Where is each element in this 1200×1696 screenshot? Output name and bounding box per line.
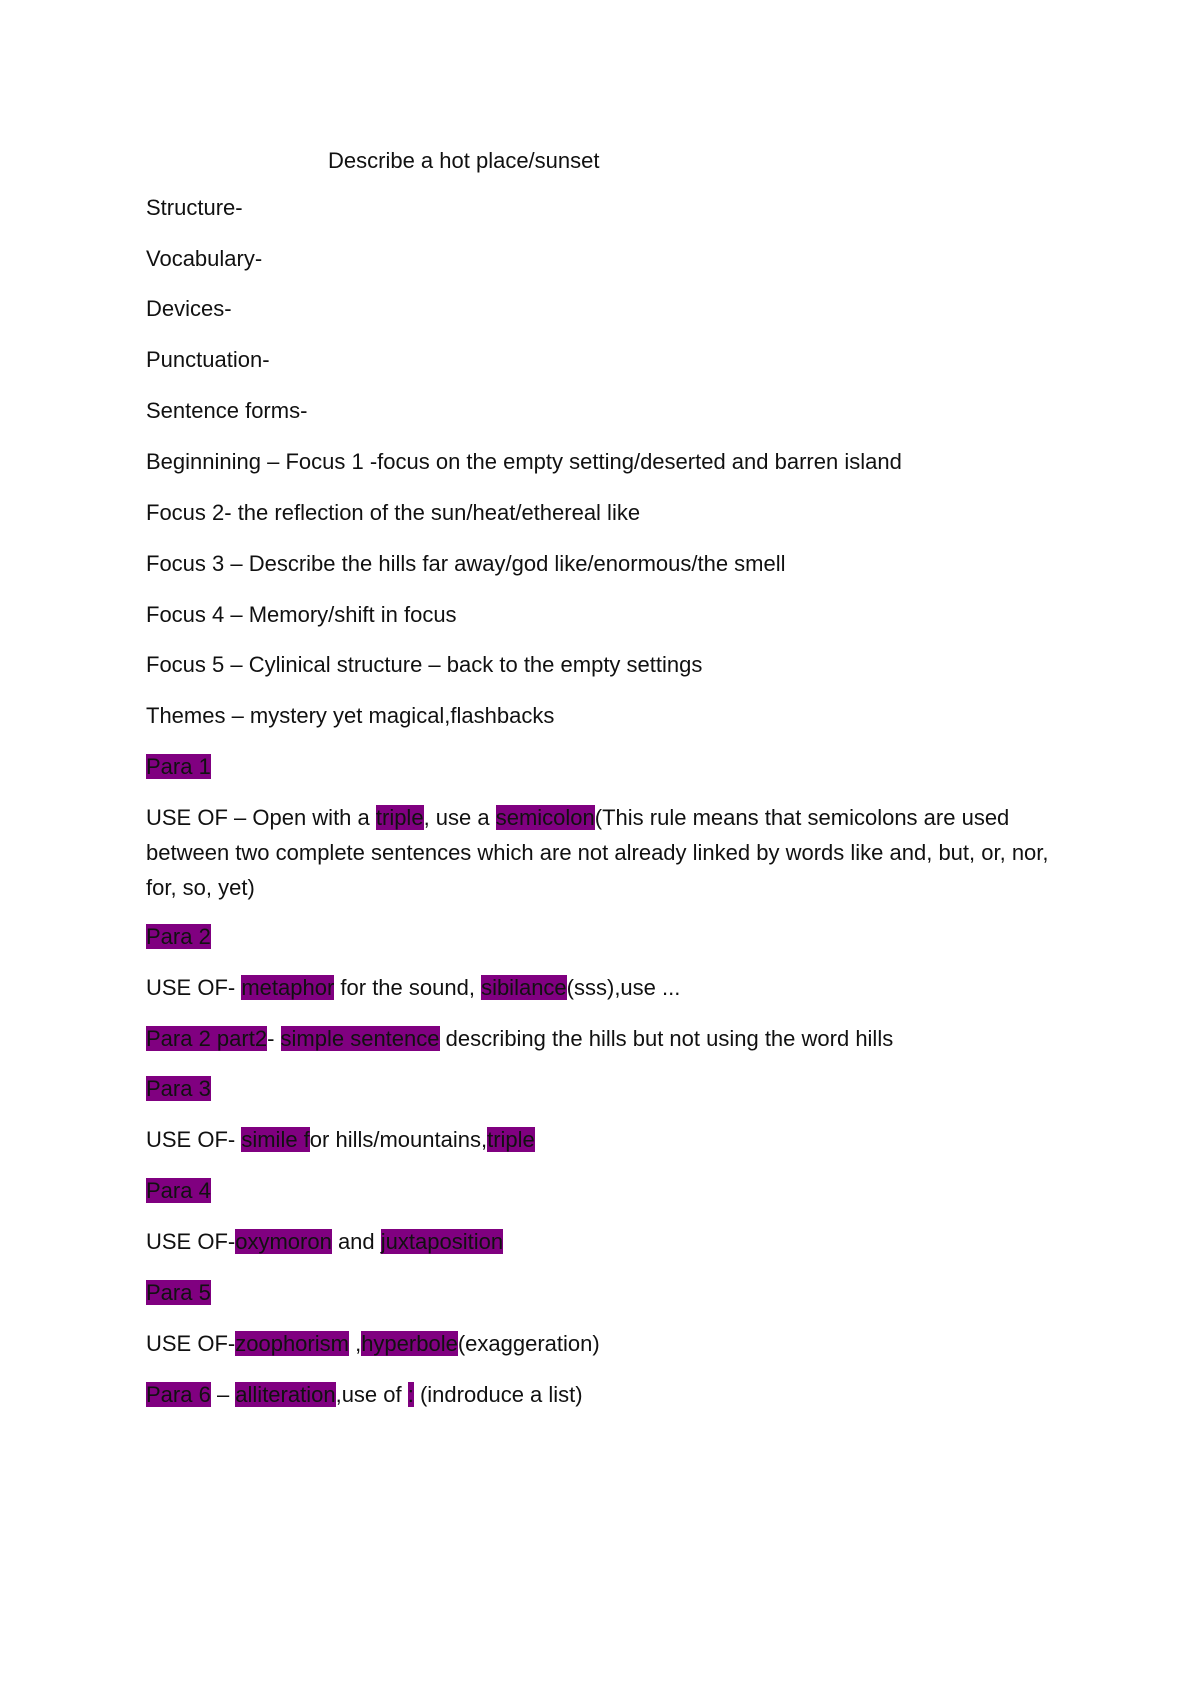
- para1-rest: (This rule means that semicolons are used between two complete sentences which are not already linked by words like and, but, or, nor, for, so, yet): [146, 805, 1049, 900]
- para3-use: [146, 1125, 535, 1155]
- para2-term-sibilance: sibilance: [481, 975, 567, 1000]
- para5-term-zoophorism: zoophorism: [235, 1331, 349, 1356]
- para4-use: [146, 1227, 503, 1257]
- para1-term-semicolon: semicolon: [495, 805, 595, 830]
- focus-3: Focus 3 – Describe the hills far away/god like/enormous/the smell: [146, 551, 786, 576]
- para1-use-prefix: USE OF – Open with a: [146, 805, 376, 830]
- para6-term-alliteration: alliteration: [235, 1382, 336, 1407]
- para5-mid: ,: [348, 1331, 362, 1356]
- focus-2: Focus 2- the reflection of the sun/heat/ethereal like: [146, 500, 641, 525]
- heading-devices: Devices-: [146, 296, 232, 321]
- focus-beginning: Beginnining – Focus 1 -focus on the empty setting/deserted and barren island: [146, 449, 902, 474]
- para4-use-prefix: USE OF-: [146, 1229, 236, 1254]
- focus-4: Focus 4 – Memory/shift in focus: [146, 602, 457, 627]
- para4-mid: and: [331, 1229, 381, 1254]
- para3-term-simile: simile f: [241, 1127, 310, 1152]
- para2-label: Para 2: [146, 924, 211, 949]
- para2part2-dash: -: [267, 1026, 281, 1051]
- heading-structure: Structure-: [146, 195, 243, 220]
- para2-term-metaphor: metaphor: [241, 975, 335, 1000]
- para2-use: [146, 973, 680, 1003]
- heading-punctuation: Punctuation-: [146, 347, 270, 372]
- para3-label-line: [146, 1074, 211, 1104]
- para5-label-line: [146, 1278, 211, 1308]
- para4-term-oxymoron: oxymoron: [235, 1229, 332, 1254]
- para3-label: Para 3: [146, 1076, 211, 1101]
- para5-use-prefix: USE OF-: [146, 1331, 236, 1356]
- para1-label: Para 1: [146, 754, 211, 779]
- para5-label: Para 5: [146, 1280, 211, 1305]
- para5-term-hyperbole: hyperbole: [361, 1331, 458, 1356]
- para3-term-triple: triple: [487, 1127, 535, 1152]
- page-title: Describe a hot place/sunset: [328, 148, 600, 173]
- para6-mid: ,use of: [335, 1382, 408, 1407]
- para5-rest: (exaggeration): [457, 1331, 600, 1356]
- para2-mid: for the sound,: [334, 975, 482, 1000]
- para4-term-juxtaposition: juxtaposition: [380, 1229, 504, 1254]
- themes-line: Themes – mystery yet magical,flashbacks: [146, 703, 555, 728]
- para4-label-line: [146, 1176, 211, 1206]
- para6-line: [146, 1380, 583, 1410]
- focus-5: Focus 5 – Cylinical structure – back to the empty settings: [146, 652, 703, 677]
- para5-use: [146, 1329, 600, 1359]
- para2part2-term-simple-sentence: simple sentence: [280, 1026, 440, 1051]
- para1-use: [146, 800, 1066, 905]
- para2part2-label: Para 2 part2: [146, 1026, 268, 1051]
- para1-term-triple: triple: [375, 805, 424, 830]
- para4-label: Para 4: [146, 1178, 211, 1203]
- para1-label-line: [146, 752, 211, 782]
- para2part2-rest: describing the hills but not using the word hills: [439, 1026, 894, 1051]
- para2-label-line: [146, 922, 211, 952]
- heading-sentence-forms: Sentence forms-: [146, 398, 308, 423]
- para3-mid: or hills/mountains,: [309, 1127, 488, 1152]
- para6-term-colon: :: [407, 1382, 414, 1407]
- para2part2-line: [146, 1024, 893, 1054]
- para6-dash: –: [210, 1382, 236, 1407]
- para2-use-prefix: USE OF-: [146, 975, 242, 1000]
- para6-rest: (indroduce a list): [413, 1382, 583, 1407]
- para3-use-prefix: USE OF-: [146, 1127, 242, 1152]
- para6-label: Para 6: [146, 1382, 211, 1407]
- para1-mid: , use a: [423, 805, 496, 830]
- para2-rest: (sss),use ...: [566, 975, 681, 1000]
- heading-vocabulary: Vocabulary-: [146, 246, 263, 271]
